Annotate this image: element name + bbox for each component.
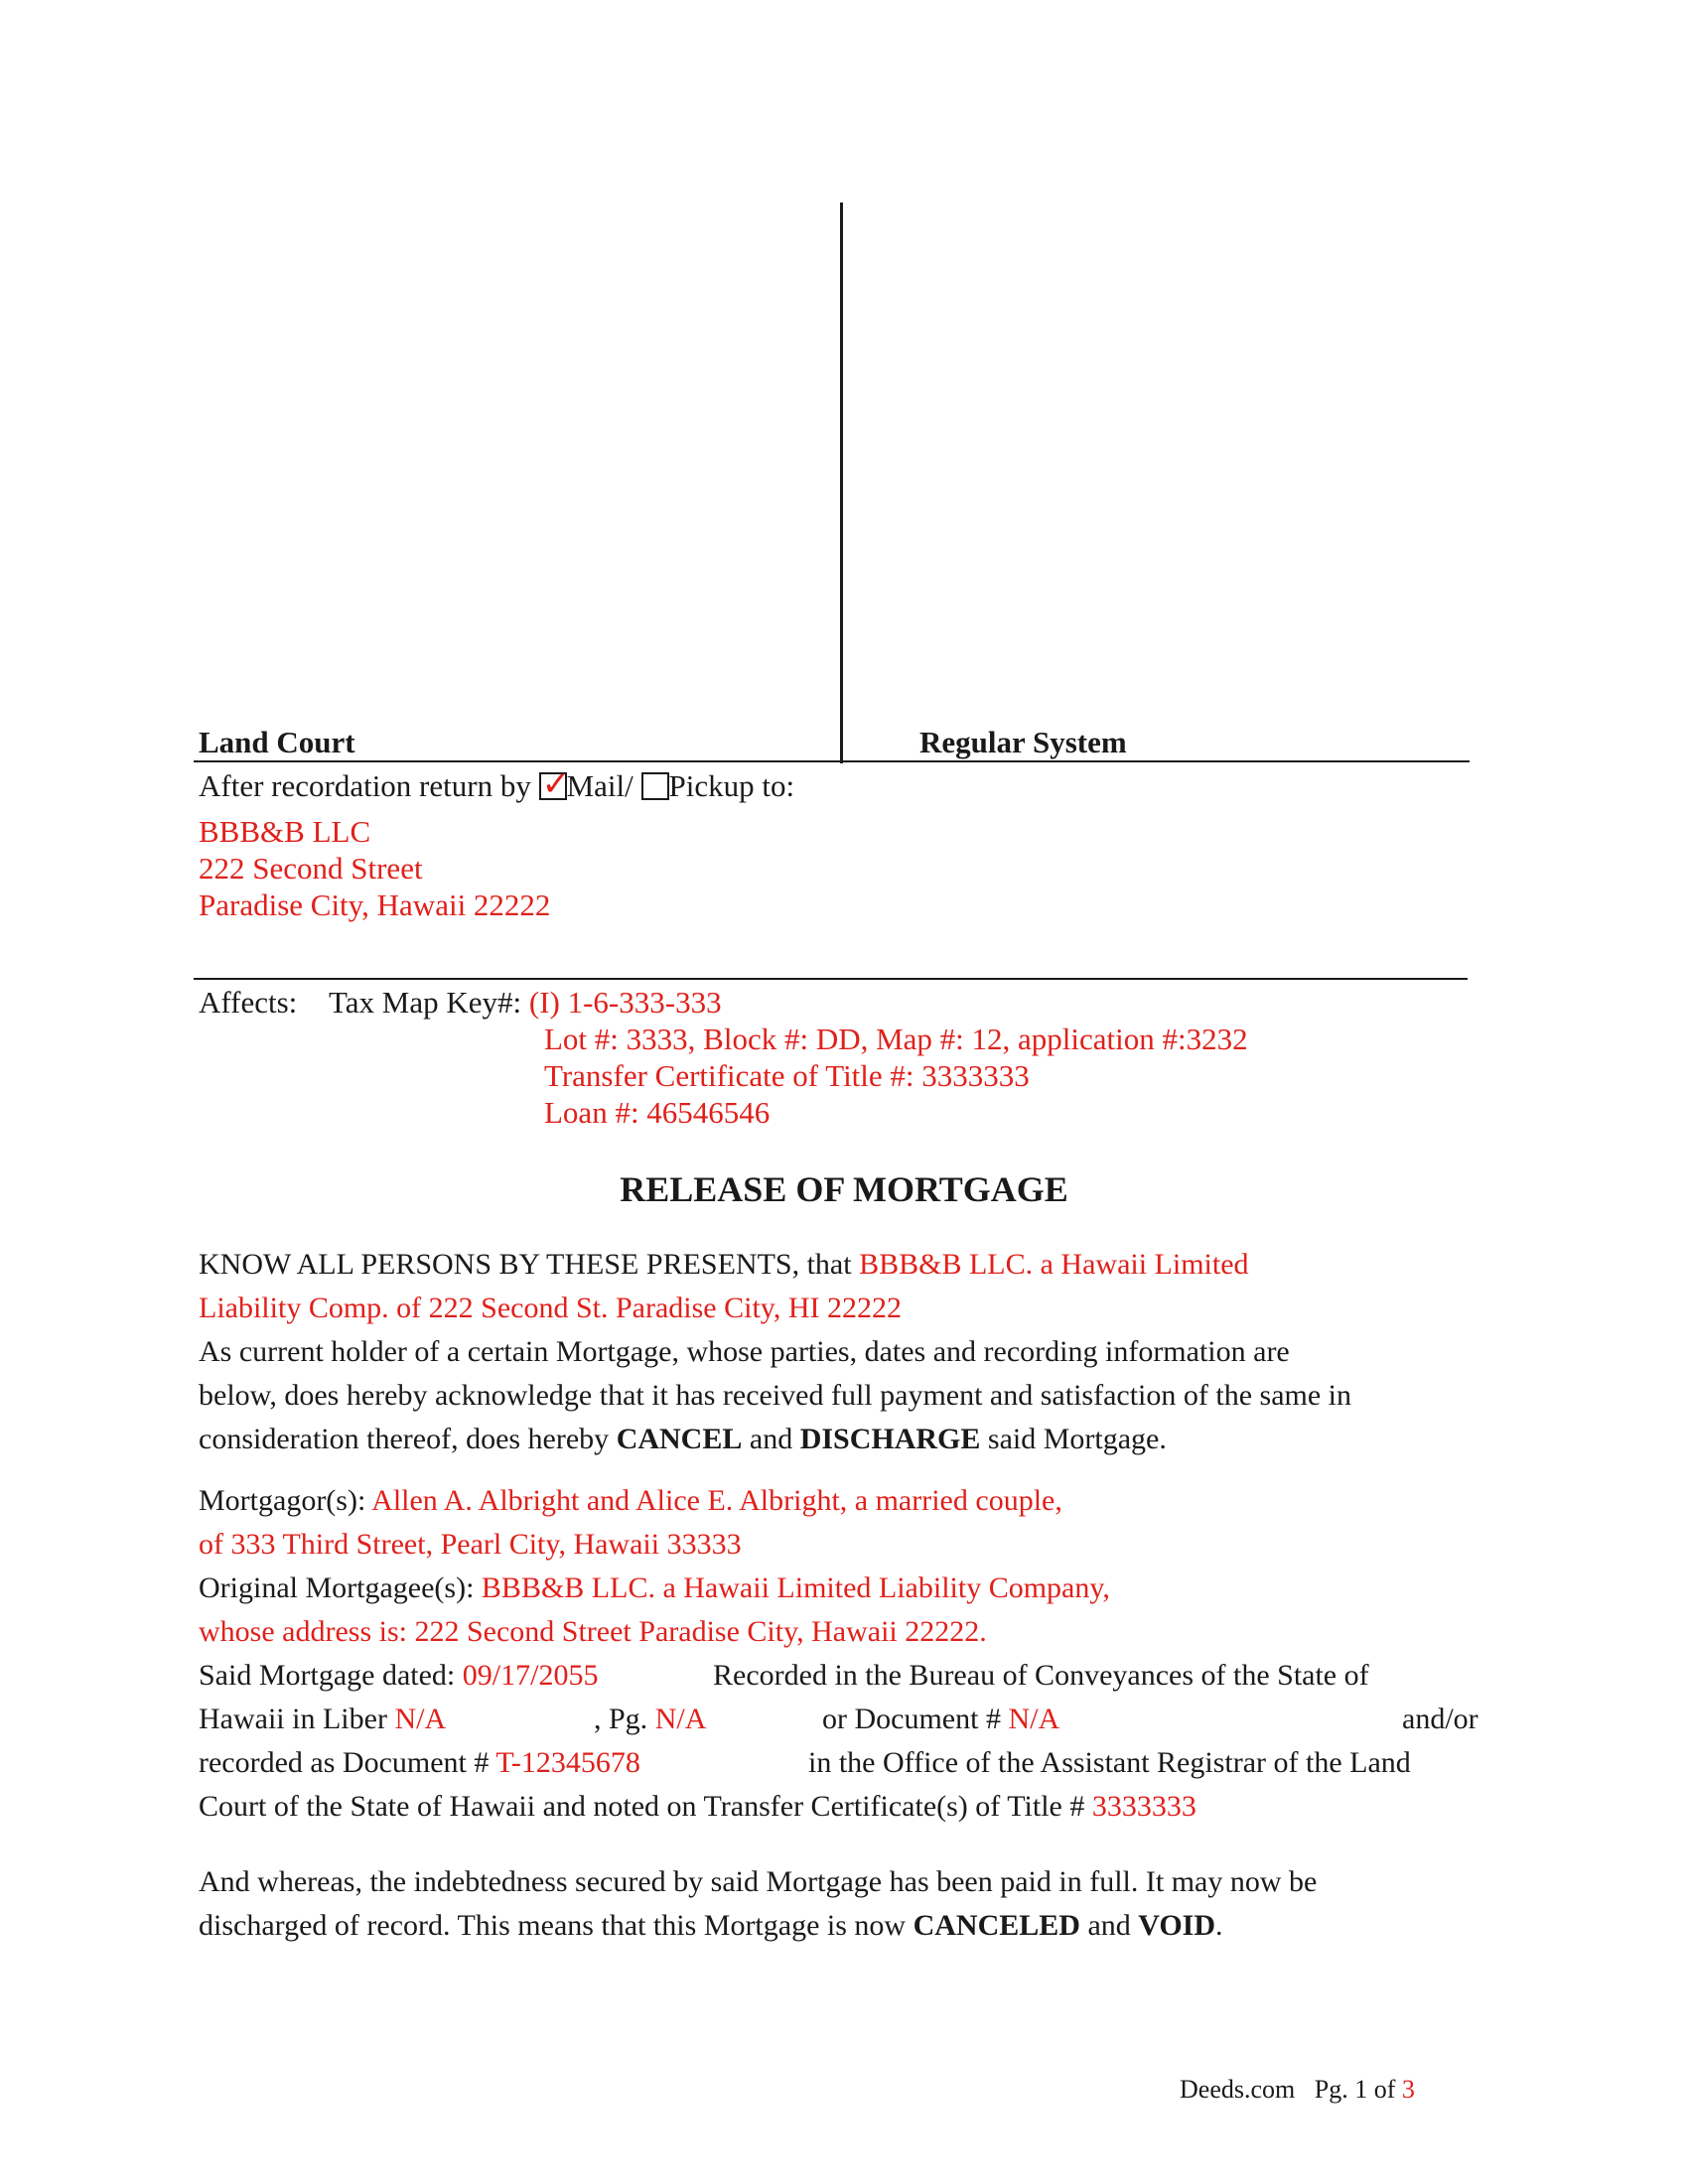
document-title: RELEASE OF MORTGAGE (620, 1169, 1068, 1209)
dated-value: 09/17/2055 (462, 1659, 599, 1692)
footer-site: Deeds.com (1180, 2075, 1296, 2104)
recorded-as-line (199, 1745, 640, 1781)
dated-line (199, 1658, 598, 1694)
return-rule (194, 978, 1468, 980)
return-name: BBB&B LLC (199, 814, 371, 849)
mail-label: Mail/ (566, 768, 633, 803)
void-word: VOID (1138, 1909, 1216, 1942)
and-word: and (749, 1423, 793, 1455)
pg-line (594, 1702, 706, 1737)
return-city: Paradise City, Hawaii 22222 (199, 887, 551, 922)
closing-line1: And whereas, the indebtedness secured by said Mortgage has been paid in full. It may now be (199, 1865, 1318, 1898)
office-text: in the Office of the Assistant Registrar of the Land (808, 1746, 1411, 1779)
intro-body-line3 (199, 1422, 1167, 1457)
footer-page-label: Pg. 1 of (1314, 2075, 1396, 2104)
mortgagor-label: Mortgagor(s): (199, 1484, 366, 1517)
canceled-word: CANCELED (913, 1909, 1080, 1942)
tmk-value: (I) 1-6-333-333 (528, 985, 722, 1020)
liber-label: Hawaii in Liber (199, 1703, 387, 1735)
checkmark-icon: ✓ (541, 764, 571, 804)
header-vertical-divider (840, 203, 843, 763)
liber-value: N/A (394, 1703, 447, 1735)
intro-body-line1: As current holder of a certain Mortgage, whose parties, dates and recording information are (199, 1335, 1290, 1368)
header-rule (194, 760, 1470, 762)
discharge-word: DISCHARGE (799, 1423, 981, 1455)
mortgagor-value1: Allen A. Albright and Alice E. Albright, a married couple, (371, 1484, 1062, 1517)
doc-label: or Document # (822, 1703, 1001, 1735)
mail-checkbox[interactable] (539, 764, 571, 804)
closing-line2 (199, 1908, 1223, 1944)
court-line (199, 1789, 1196, 1825)
affects-label: Affects: (199, 985, 298, 1020)
pg-label: , Pg. (594, 1703, 648, 1735)
pickup-label: Pickup to: (668, 768, 795, 803)
cancel-word: CANCEL (616, 1423, 743, 1455)
return-prefix: After recordation return by (199, 768, 531, 803)
holder-line1: BBB&B LLC. a Hawaii Limited (859, 1248, 1249, 1281)
mortgagee-label: Original Mortgagee(s): (199, 1571, 475, 1604)
closing-and-word: and (1087, 1909, 1131, 1942)
page-footer (1180, 2075, 1415, 2105)
tct-line: Transfer Certificate of Title #: 3333333 (544, 1058, 1030, 1093)
pg-value: N/A (654, 1703, 707, 1735)
tct-value: 3333333 (1091, 1790, 1196, 1823)
regular-system-label: Regular System (919, 725, 1127, 759)
mortgagor-line1 (199, 1483, 1062, 1519)
loan-line: Loan #: 46546546 (544, 1095, 771, 1130)
recorded-as-label: recorded as Document # (199, 1746, 490, 1779)
mortgagee-value1: BBB&B LLC. a Hawaii Limited Liability Company, (481, 1571, 1110, 1604)
mortgagee-line2: whose address is: 222 Second Street Paradise City, Hawaii 22222. (199, 1615, 987, 1648)
intro-body-line2: below, does hereby acknowledge that it has received full payment and satisfaction of the same in (199, 1379, 1351, 1412)
mortgagee-line1 (199, 1570, 1110, 1606)
intro-line1 (199, 1247, 1249, 1283)
dated-label: Said Mortgage dated: (199, 1659, 456, 1692)
liber-line (199, 1702, 446, 1737)
andor-text: and/or (1402, 1703, 1478, 1735)
court-text: Court of the State of Hawaii and noted on Transfer Certificate(s) of Title # (199, 1790, 1085, 1823)
closing-line2-text: discharged of record. This means that this Mortgage is now (199, 1909, 907, 1942)
intro-body-line3-end: said Mortgage. (987, 1423, 1167, 1455)
closing-period: . (1215, 1909, 1223, 1942)
footer-page-total: 3 (1401, 2075, 1415, 2104)
holder-line2: Liability Comp. of 222 Second St. Paradise City, HI 22222 (199, 1292, 903, 1324)
return-instructions (199, 764, 795, 804)
intro-lead: KNOW ALL PERSONS BY THESE PRESENTS, that (199, 1248, 852, 1281)
mortgagor-line2: of 333 Third Street, Pearl City, Hawaii 33333 (199, 1528, 742, 1561)
lot-line: Lot #: 3333, Block #: DD, Map #: 12, application #:3232 (544, 1022, 1248, 1056)
doc-line (822, 1702, 1059, 1737)
pickup-checkbox[interactable] (641, 772, 669, 800)
doc-value: N/A (1008, 1703, 1060, 1735)
tmk-label: Tax Map Key#: (329, 985, 522, 1020)
return-street: 222 Second Street (199, 851, 423, 886)
intro-body-line3-text: consideration thereof, does hereby (199, 1423, 610, 1455)
tmk-line (329, 985, 722, 1021)
land-court-label: Land Court (199, 725, 355, 759)
recorded-as-value: T-12345678 (495, 1746, 640, 1779)
recorded-text: Recorded in the Bureau of Conveyances of the State of (713, 1659, 1369, 1692)
